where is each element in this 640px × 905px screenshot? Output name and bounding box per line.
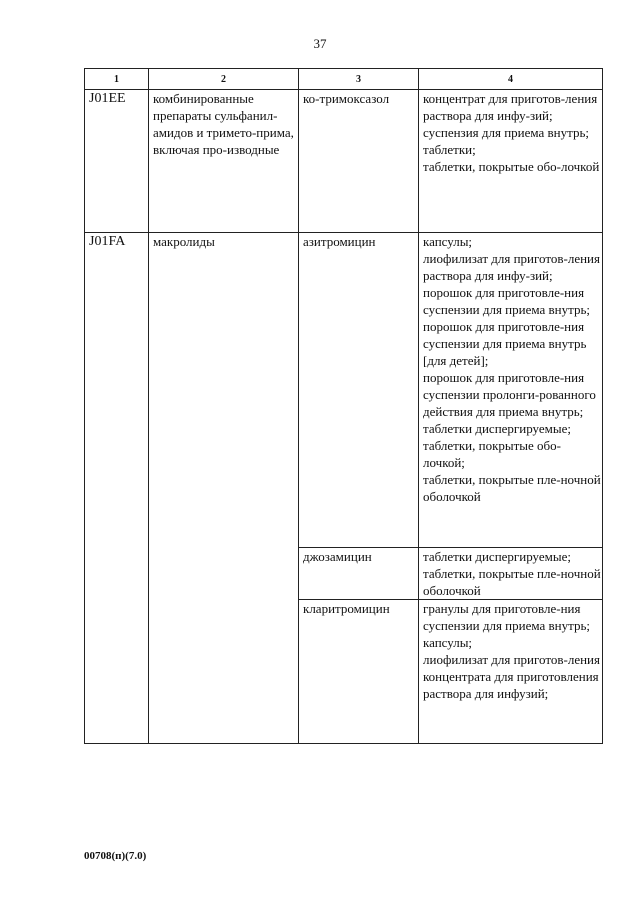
drug-name-cell: кларитромицин: [299, 600, 419, 744]
column-header: 2: [149, 69, 299, 90]
atc-code-cell: J01EE: [85, 90, 149, 233]
drug-name-cell: ко-тримоксазол: [299, 90, 419, 233]
table-header-row: [85, 69, 603, 90]
drug-name-cell: джозамицин: [299, 548, 419, 600]
page-number: 37: [313, 36, 327, 51]
dosage-forms-cell: таблетки диспергируемые; таблетки, покрытые пле-ночной оболочкой: [419, 548, 603, 600]
table-row: [85, 233, 603, 548]
column-header: 3: [299, 69, 419, 90]
group-cell: комбинированные препараты сульфанил-амидов и тримето-прима, включая про-изводные: [149, 90, 299, 233]
dosage-forms-cell: капсулы; лиофилизат для приготов-ления раствора для инфу-зий; порошок для приготовле-ния суспензии для приема внутрь; порошок для приготовле-ния суспензии для приема внутрь [для детей]; порошок для приготовле-ния суспензии пролонги-рованного действия для приема внутрь; таблетки диспергируемые; таблетки, покрытые обо-лочкой; таблетки, покрытые пле-ночной оболочкой: [419, 233, 603, 548]
drug-name-cell: азитромицин: [299, 233, 419, 548]
column-header: 4: [419, 69, 603, 90]
drug-table: [84, 68, 603, 744]
document-id: 00708(п)(7.0): [84, 850, 147, 862]
dosage-forms-cell: концентрат для приготов-ления раствора для инфу-зий; суспензия для приема внутрь; таблетки; таблетки, покрытые обо-лочкой: [419, 90, 603, 233]
table-row: [85, 90, 603, 233]
atc-code-cell: J01FA: [85, 233, 149, 744]
dosage-forms-cell: гранулы для приготовле-ния суспензии для приема внутрь; капсулы; лиофилизат для приготов-ления концентрата для приготовления раствора для инфузий;: [419, 600, 603, 744]
group-cell: макролиды: [149, 233, 299, 744]
column-header: 1: [85, 69, 149, 90]
